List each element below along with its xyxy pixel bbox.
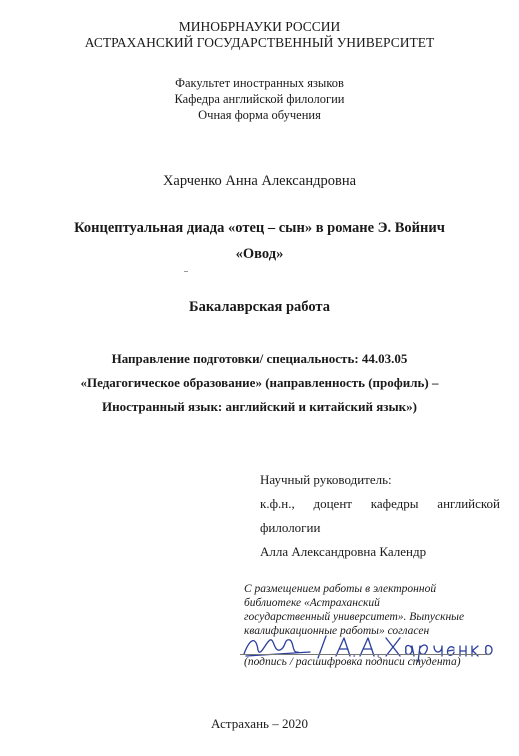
university-line: АСТРАХАНСКИЙ ГОСУДАРСТВЕННЫЙ УНИВЕРСИТЕТ [84,35,435,50]
thesis-title-line-2: «Овод» [235,246,284,262]
supervisor-label: Научный руководитель: [260,472,392,487]
scan-speck [184,271,188,272]
city-year: Астрахань – 2020 [211,716,308,731]
study-form-line: Очная форма обучения [198,108,321,122]
direction-line-2: «Педагогическое образование» (направленность (профиль) – [80,375,439,390]
direction-line-1: Направление подготовки/ специальность: 44.03.05 [111,351,408,366]
direction-line-3: Иностранный язык: английский и китайский язык») [102,399,417,414]
department-line: Кафедра английской филологии [174,92,345,106]
consent-line-3: государственный университет». Выпускные [244,611,465,623]
ministry-line: МИНОБРНАУКИ РОССИИ [178,19,341,34]
supervisor-name: Алла Александровна Календр [260,544,427,559]
supervisor-position-line-2: филологии [260,520,321,535]
consent-line-2: библиотеке «Астраханский [244,597,380,609]
consent-line-4: квалификационные работы» согласен [244,625,430,637]
signature-caption: (подпись / расшифровка подписи студента) [244,656,461,668]
faculty-line: Факультет иностранных языков [175,76,344,90]
work-type: Бакалаврская работа [189,299,330,315]
thesis-title-line-1: Концептуальная диада «отец – сын» в романе Э. Войнич [74,220,445,236]
supervisor-position-line-1: к.ф.н., доцент кафедры английской [260,496,500,511]
consent-line-1: С размещением работы в электронной [244,583,437,595]
author-name: Харченко Анна Александровна [162,173,357,189]
